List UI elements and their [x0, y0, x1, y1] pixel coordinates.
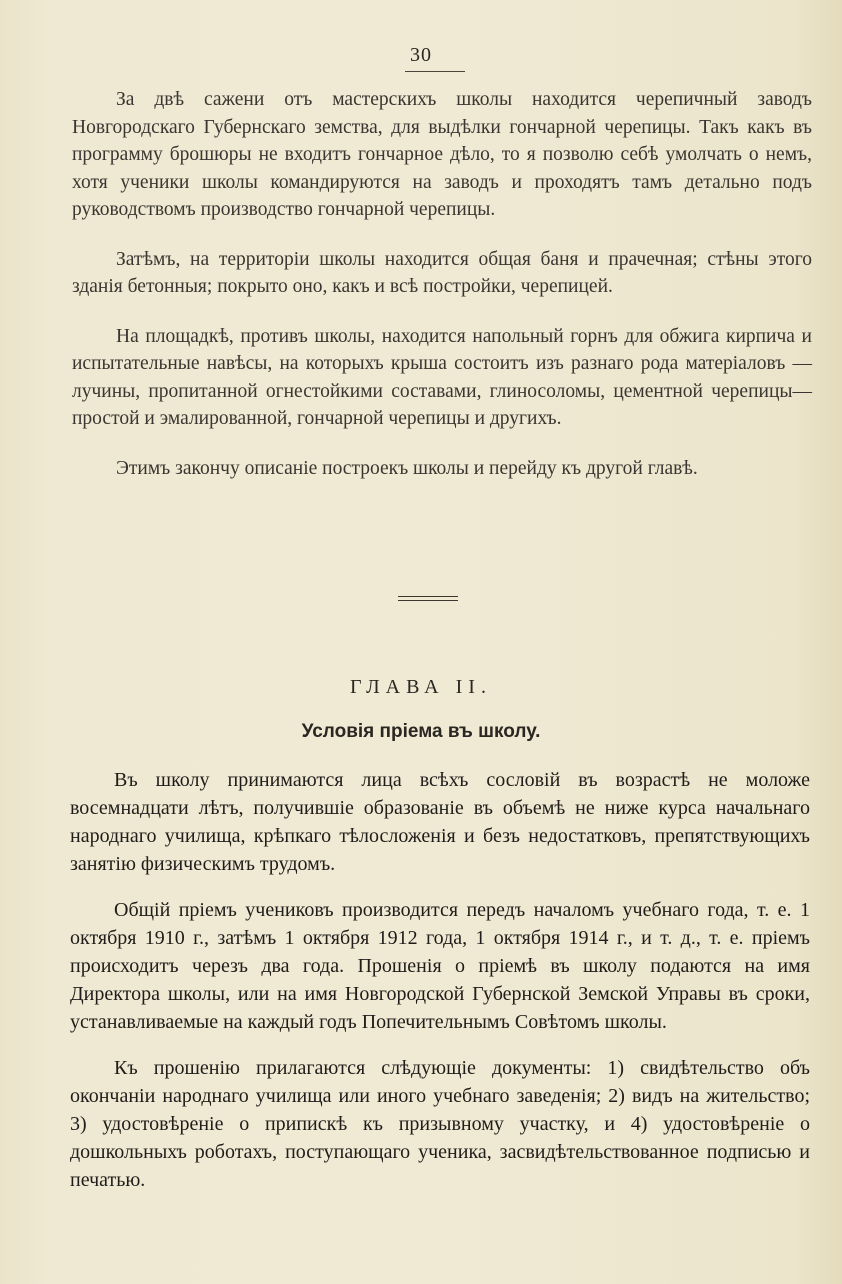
- paragraph: Общій пріемъ учениковъ производится передъ началомъ учебнаго года, т. е. 1 октября 1910 г., затѣмъ 1 октября 1912 года, 1 октября 1914 г., и т. д., т. е. пріемъ происходитъ черезъ два года. Прошенія о пріемѣ въ школу подаются на имя Директора школы, или на имя Новгородской Губернской Земской Управы въ сроки, устанавливаемые на каждый годъ Попечительнымъ Совѣтомъ школы.: [70, 899, 810, 1033]
- paragraph: Въ школу принимаются лица всѣхъ сословій въ возрастѣ не моложе восемнадцати лѣтъ, получившіе образованіе въ объемѣ не ниже курса начальнаго народнаго училища, крѣпкаго тѣлосложенія и безъ недостатковъ, препятствующихъ занятію физическимъ трудомъ.: [70, 769, 810, 875]
- paragraph: Этимъ закончу описаніе построекъ школы и перейду къ другой главѣ.: [116, 457, 698, 479]
- paragraph: Затѣмъ, на территоріи школы находится общая баня и прачечная; стѣны этого зданія бетонныя; покрыто оно, какъ и всѣ постройки, черепицей.: [72, 248, 812, 297]
- section-one: [72, 86, 812, 504]
- chapter-heading: ГЛАВА II.: [350, 676, 492, 698]
- page-number: 30: [410, 44, 432, 66]
- paragraph: На площадкѣ, противъ школы, находится напольный горнъ для обжига кирпича и испытательные навѣсы, на которыхъ крыша состоитъ изъ разнаго рода матеріаловъ — лучины, пропитанной огнестойкими составами, глиносоломы, цементной черепицы—простой и эмалированной, гончарной черепицы и другихъ.: [72, 325, 812, 429]
- page-number-rule: [405, 71, 465, 72]
- chapter-subheading: Условія пріема въ школу.: [301, 721, 541, 742]
- section-divider: [398, 596, 458, 601]
- paragraph: За двѣ сажени отъ мастерскихъ школы находится черепичный заводъ Новгородскаго Губернскаго земства, для выдѣлки гончарной черепицы. Такъ какъ въ программу брошюры не входитъ гончарное дѣло, то я позволю себѣ умолчать о немъ, хотя ученики школы командируются на заводъ и проходятъ тамъ детально подъ руководствомъ производство гончарной черепицы.: [72, 89, 812, 220]
- paragraph: Къ прошенію прилагаются слѣдующіе документы: 1) свидѣтельство объ окончаніи народнаго училища или иного учебнаго заведенія; 2) видъ на жительство; 3) удостовѣреніе о припискѣ къ призывному участку, и 4) удостовѣреніе о дошкольныхъ роботахъ, поступающаго ученика, засвидѣтельствованное подписью и печатью.: [70, 1057, 810, 1191]
- section-two: [70, 766, 810, 1212]
